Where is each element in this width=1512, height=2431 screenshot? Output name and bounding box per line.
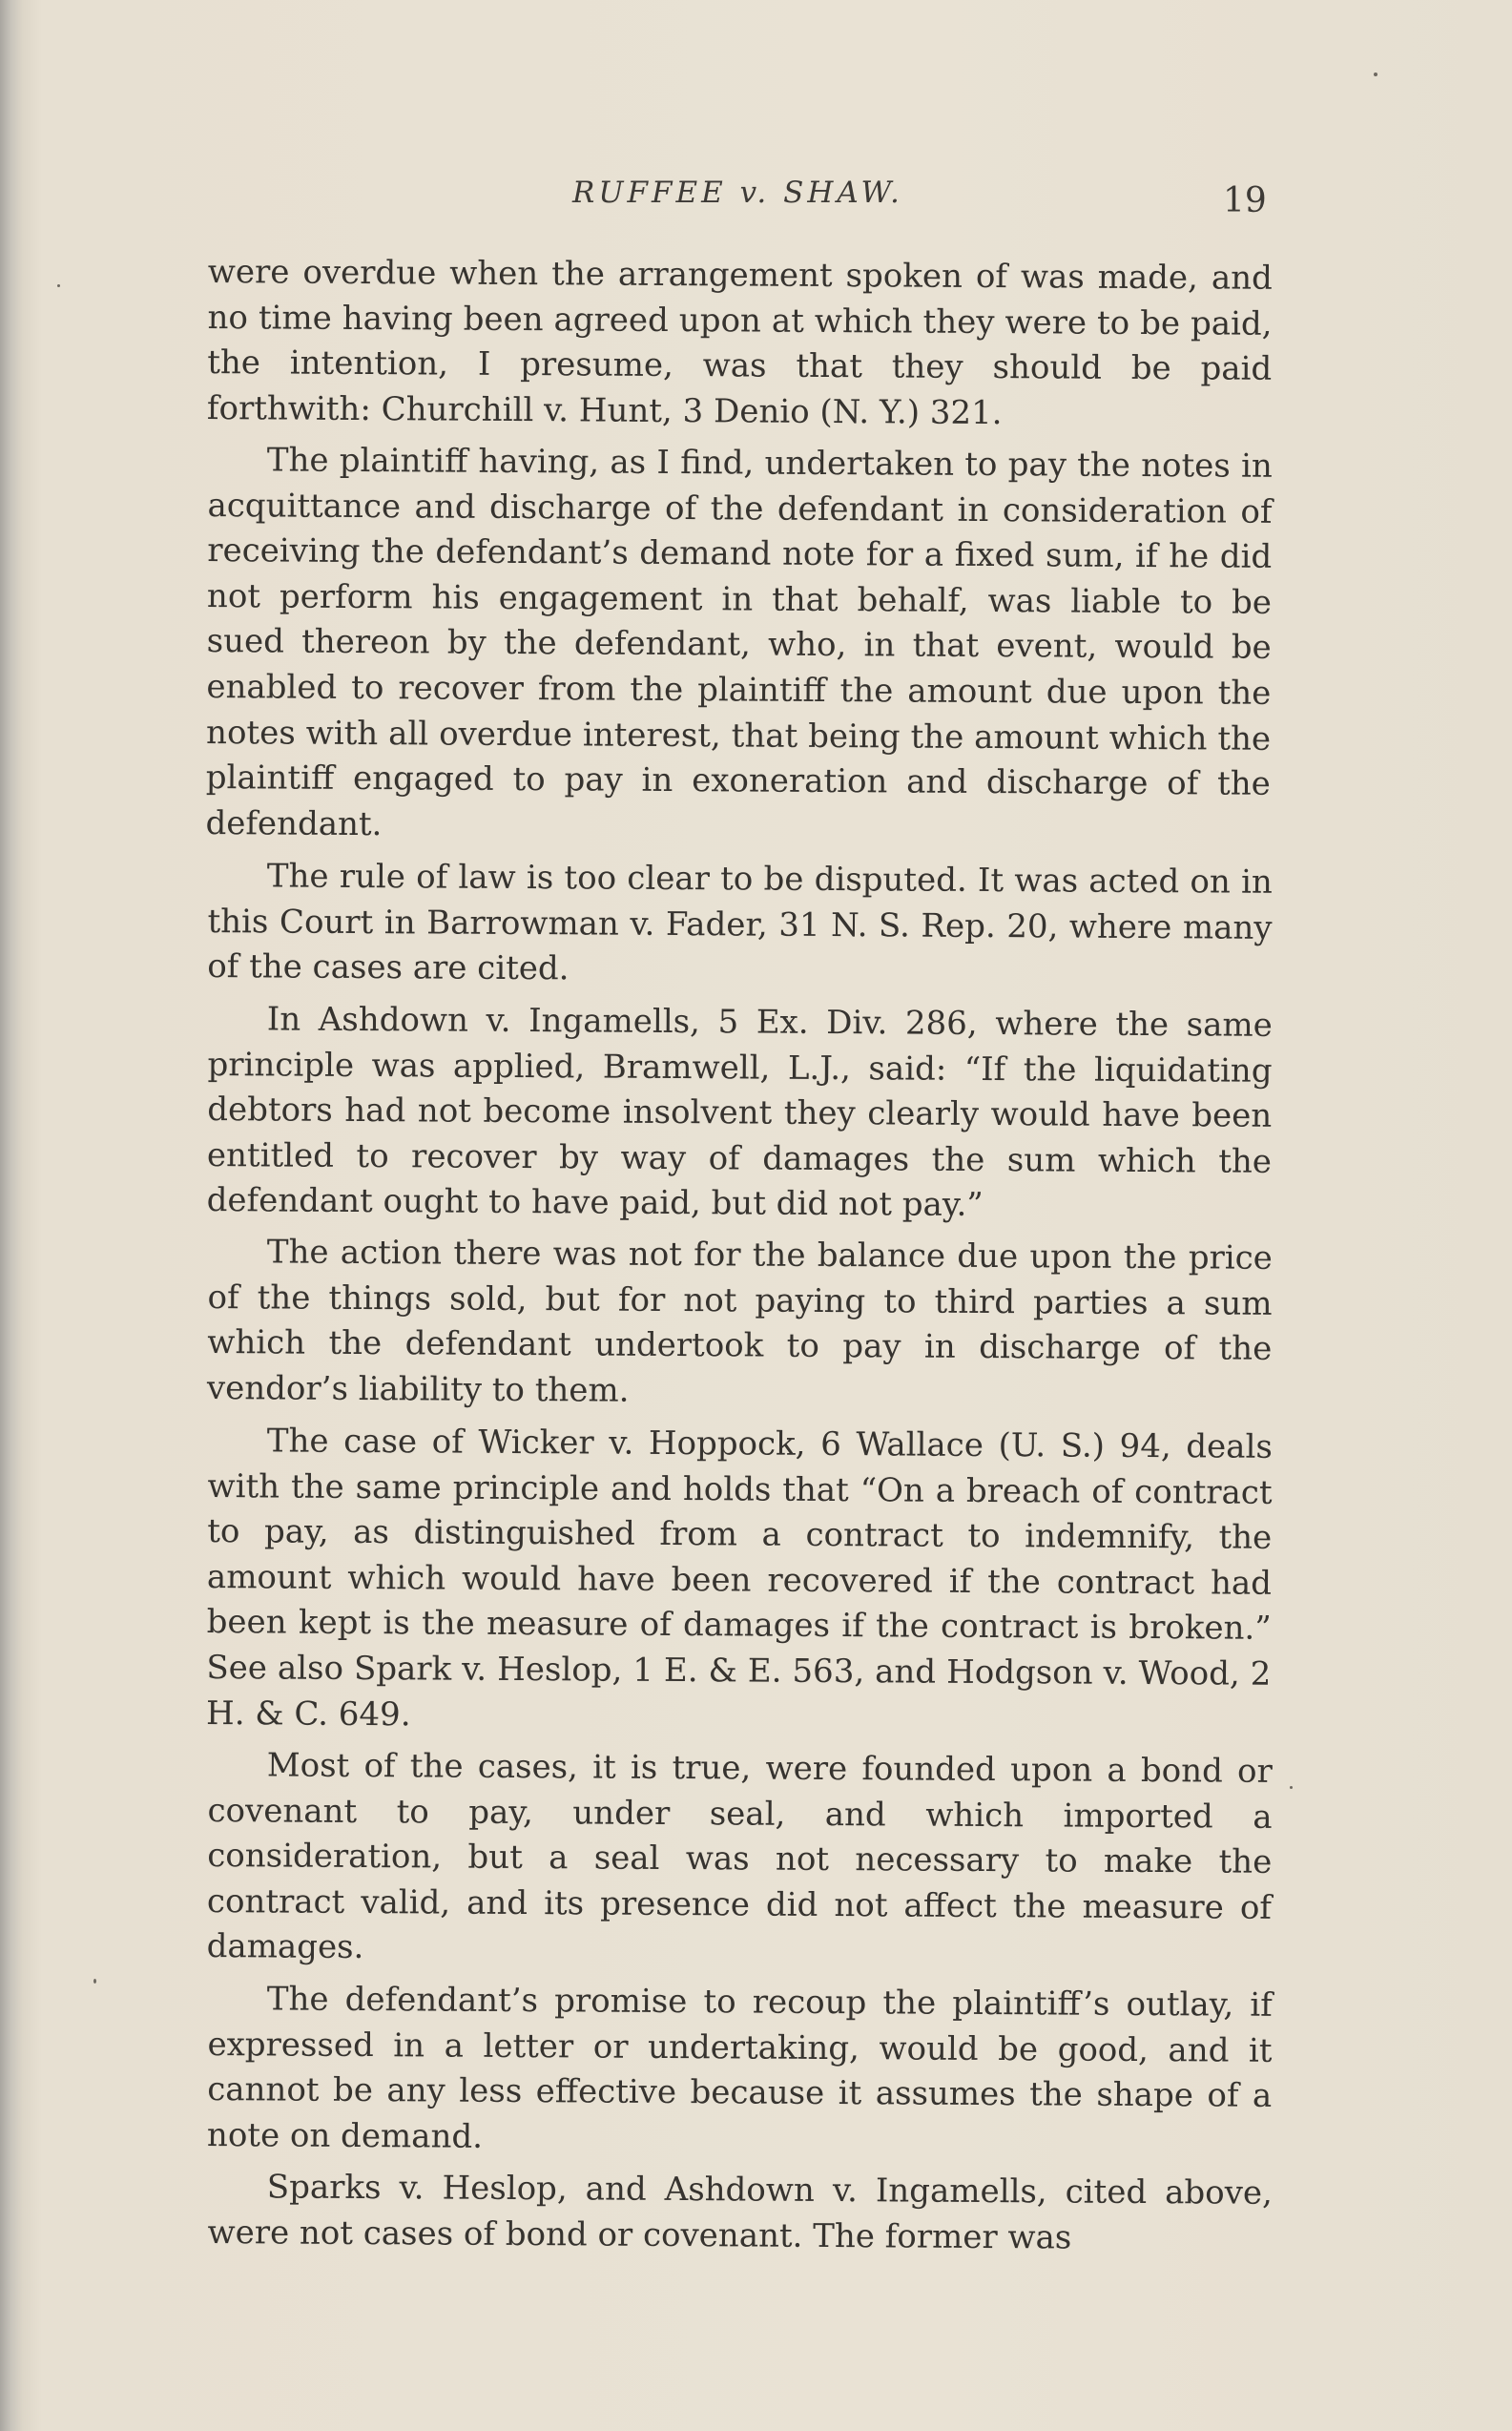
- paper-speck: [1290, 1786, 1293, 1789]
- paper-speck: [93, 1979, 96, 1984]
- paragraph: In Ashdown v. Ingamells, 5 Ex. Div. 286, where the same principle was applied, Bramwell, L.J., said: “If the liquidating debtors had not become insolvent they clearly would have been entitled to recover by way of damages the sum which the defendant ought to have paid, but did not pay.”: [206, 999, 1273, 1224]
- running-head: RUFFEE v. SHAW.: [572, 176, 903, 210]
- page-number: 19: [1223, 181, 1267, 220]
- page-header: [0, 176, 1512, 233]
- paragraph: The plaintiff having, as I find, undertaken to pay the notes in acquittance and discharge of the defendant in consideration of receiving the defendant’s demand note for a fixed sum, if he did not perform his engagement in that behalf, was liable to be sued thereon by the defendant, who, in that event, would be enabled to recover from the plaintiff the amount due upon the notes with all overdue interest, that being the amount which the plaintiff engaged to pay in exoneration and discharge of the defendant.: [205, 441, 1273, 844]
- paper-speck: [57, 284, 60, 287]
- paragraph: The rule of law is too clear to be disputed. It was acted on in this Court in Barrowman v. Fader, 31 N. S. Rep. 20, where many of the cases are cited.: [207, 857, 1273, 988]
- paragraph: The action there was not for the balance due upon the price of the things sold, but for not paying to third parties a sum which the defendant undertook to pay in discharge of the vendor’s liability to them.: [206, 1233, 1273, 1410]
- paragraph: The case of Wicker v. Hoppock, 6 Wallace (U. S.) 94, deals with the same principle and holds that “On a breach of contract to pay, as distinguished from a contract to indemnify, the amount which would have been recovered if the contract had been kept is the measure of damages if the contract is broken.” See also Spark v. Heslop, 1 E. & E. 563, and Hodgson v. Wood, 2 H. & C. 649.: [205, 1422, 1273, 1734]
- paragraph: Most of the cases, it is true, were founded upon a bond or covenant to pay, under seal, and which imported a consideration, but a seal was not necessary to make the contract valid, and its presence did not affect the measure of damages.: [206, 1746, 1273, 1967]
- paragraph-continuation: were overdue when the arrangement spoken of was made, and no time having been agreed upon at which they were to be paid, the intention, I presume, was that they should be paid forthwith: Churchill v. Hunt, 3 Denio (N. Y.) 321.: [206, 252, 1273, 432]
- paper-speck: [1374, 73, 1377, 76]
- paragraph: The defendant’s promise to recoup the plaintiff’s outlay, if expressed in a letter or undertaking, would be good, and it cannot be any less effective because it assumes the shape of a note on demand.: [206, 1980, 1273, 2156]
- paragraph: Sparks v. Heslop, and Ashdown v. Ingamells, cited above, were not cases of bond or covenant. The former was: [207, 2168, 1273, 2257]
- body-text: [205, 250, 1273, 2257]
